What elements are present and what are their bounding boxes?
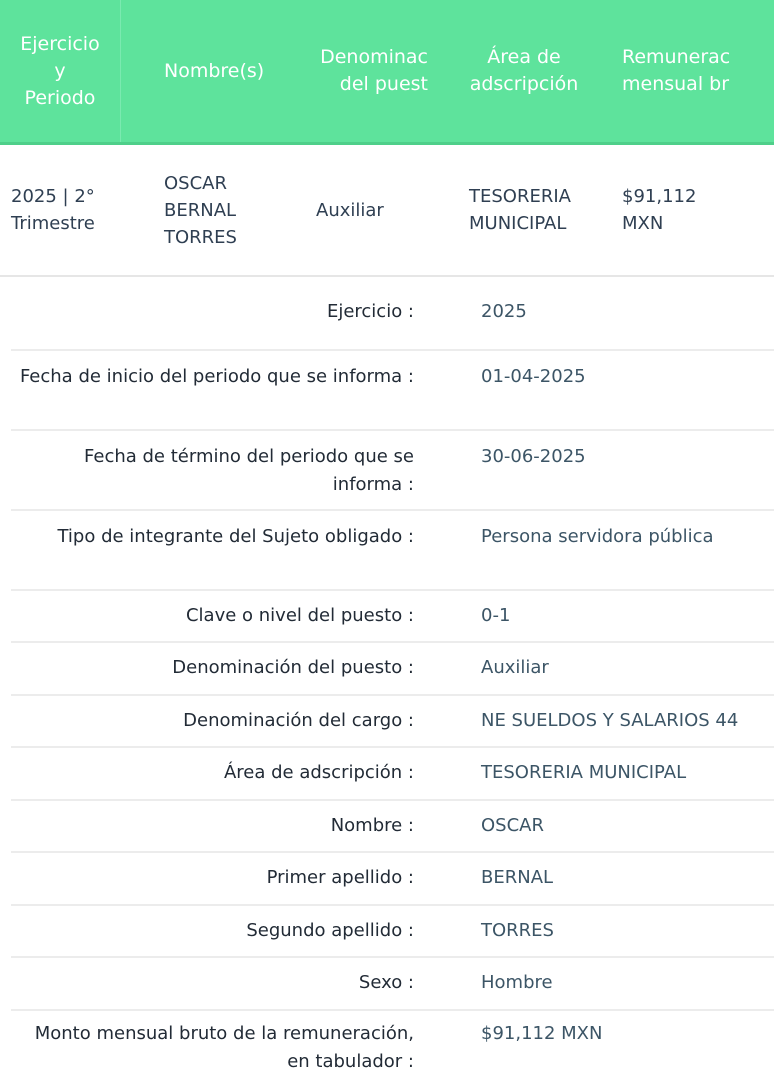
detail-value: BERNAL	[481, 867, 554, 888]
detail-label: Sexo :	[358, 972, 414, 993]
detail-row-fecha-inicio	[11, 351, 774, 431]
detail-label: Fecha de término del periodo que se informa :	[84, 446, 414, 495]
detail-row-monto-mensual	[11, 1011, 774, 1085]
table-header	[0, 0, 774, 145]
detail-label: Monto mensual bruto de la remuneración, en tabulador :	[34, 1023, 414, 1072]
detail-label: Fecha de inicio del periodo que se informa :	[19, 366, 414, 387]
column-header-area[interactable]	[468, 0, 580, 142]
column-header-name[interactable]	[164, 0, 284, 142]
detail-row-fecha-termino	[11, 431, 774, 511]
detail-value: 2025	[481, 301, 527, 322]
detail-value: Hombre	[481, 972, 553, 993]
column-header-position-label: Denominac del puest	[320, 46, 428, 95]
detail-label: Área de adscripción :	[223, 762, 414, 783]
cell-salary	[622, 145, 762, 275]
column-header-salary-label: Remunerac mensual br	[622, 46, 731, 95]
detail-value: 01-04-2025	[481, 366, 586, 387]
detail-value: 30-06-2025	[481, 446, 586, 467]
detail-value: NE SUELDOS Y SALARIOS 44	[481, 710, 739, 731]
detail-label: Nombre :	[330, 815, 414, 836]
detail-label: Ejercicio :	[326, 301, 414, 322]
cell-salary-text: $91,112 MXN	[622, 186, 697, 234]
column-header-area-label: Área de adscripción	[469, 46, 579, 95]
table-row[interactable]	[0, 145, 774, 277]
detail-row-denominacion-cargo	[11, 696, 774, 748]
column-header-position[interactable]	[316, 0, 428, 142]
detail-row-sexo	[11, 958, 774, 1011]
cell-position	[316, 145, 436, 275]
detail-row-area-adscripcion	[11, 748, 774, 801]
cell-area	[469, 145, 609, 275]
detail-label: Segundo apellido :	[246, 920, 414, 941]
cell-area-text: TESORERIA MUNICIPAL	[469, 186, 571, 234]
detail-label: Denominación del puesto :	[172, 657, 414, 678]
detail-value: TESORERIA MUNICIPAL	[481, 762, 687, 783]
cell-position-text: Auxiliar	[316, 199, 384, 221]
detail-value: 0-1	[481, 605, 511, 626]
cell-period	[11, 145, 131, 275]
detail-row-denominacion-puesto	[11, 643, 774, 696]
detail-label: Tipo de integrante del Sujeto obligado :	[57, 526, 414, 547]
column-header-period[interactable]	[0, 0, 121, 142]
detail-value: TORRES	[481, 920, 554, 941]
detail-row-ejercicio	[11, 277, 774, 351]
cell-name	[164, 145, 284, 275]
detail-row-tipo-integrante	[11, 511, 774, 591]
detail-row-segundo-apellido	[11, 906, 774, 958]
detail-label: Denominación del cargo :	[183, 710, 414, 731]
detail-value: Auxiliar	[481, 657, 549, 678]
detail-label: Primer apellido :	[266, 867, 414, 888]
column-header-salary[interactable]	[622, 0, 734, 142]
cell-period-text: 2025 | 2° Trimestre	[11, 186, 95, 234]
detail-value: Persona servidora pública	[481, 526, 714, 547]
column-header-name-label: Nombre(s)	[164, 59, 265, 82]
detail-row-primer-apellido	[11, 853, 774, 906]
cell-name-text: OSCAR BERNAL TORRES	[164, 172, 237, 248]
column-header-period-label: Ejercicio y Periodo	[20, 32, 100, 109]
detail-row-clave-nivel	[11, 591, 774, 643]
detail-row-nombre	[11, 801, 774, 853]
detail-list	[11, 277, 774, 1085]
detail-value: $91,112 MXN	[481, 1023, 603, 1044]
detail-value: OSCAR	[481, 815, 544, 836]
detail-label: Clave o nivel del puesto :	[185, 605, 414, 626]
